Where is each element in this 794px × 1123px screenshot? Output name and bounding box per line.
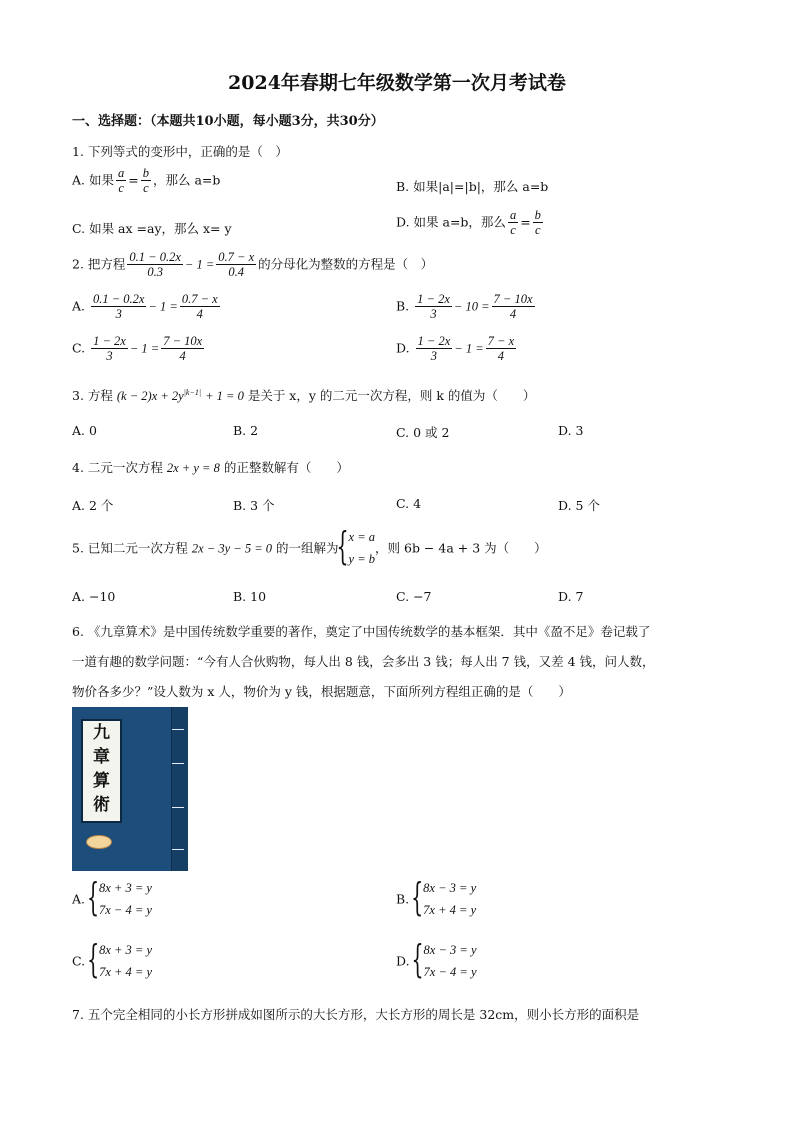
book-stitch — [172, 763, 184, 764]
book-title-char: 章 — [93, 747, 110, 767]
book-title-char: 算 — [93, 771, 110, 791]
section-heading: 一、选择题：（本题共10小题，每小题3分，共30分） — [72, 114, 384, 129]
question-7-line-1: 7. 五个完全相同的小长方形拼成如图所示的大长方形，大长方形的周长是 32cm，则小长方形的面积是 — [72, 1007, 640, 1022]
q4-option-c: C. 4 — [396, 496, 422, 511]
book-stitch — [172, 807, 184, 808]
q5-option-a: A. −10 — [72, 589, 116, 604]
q1-d-fraction-left: $\frac{a}{c}$ — [509, 208, 517, 238]
q1-a-fraction-right: $\frac{b}{c}$ — [142, 166, 149, 196]
q1-d-fraction-right: $\frac{b}{c}$ — [534, 208, 541, 238]
q1-option-a: A. 如果 $\frac{a}{c}$ = $\frac{b}{c}$ ，那么 a=b — [72, 166, 221, 196]
book-title-label — [81, 719, 122, 823]
q2-option-d: D. $\frac{1 - 2x}{3}$ − 1 = $\frac{7 - x}{4}$ — [396, 334, 515, 364]
q1-option-c: C. 如果 ax =ay，那么 x= y — [72, 221, 232, 236]
question-3-stem: 3. 方程 $(k - 2)x + 2y^{|k-1|} + 1 = 0$ 是关于 x，y 的二元一次方程，则 k 的值为（ ） — [72, 387, 536, 403]
q6-option-d: D. { 8x − 3 = y 7x − 4 = y — [396, 940, 477, 984]
q4-option-b: B. 3 个 — [233, 498, 275, 513]
book-title-char: 術 — [93, 795, 110, 815]
q2-option-a: A. $\frac{0.1 - 0.2x}{3}$ − 1 = $\frac{0.7 - x}{4}$ — [72, 292, 218, 322]
question-5-stem: 5. 已知二元一次方程 2x − 3y − 5 = 0 的一组解为 { x = a y = b ，则 6b − 4a + 3 为（ ） — [72, 527, 547, 571]
q5-option-c: C. −7 — [396, 589, 432, 604]
book-seal — [86, 835, 112, 849]
q5-option-d: D. 7 — [558, 589, 584, 604]
q3-option-b: B. 2 — [233, 423, 259, 438]
q3-option-a: A. 0 — [72, 423, 97, 438]
q2-option-b: B. $\frac{1 - 2x}{3}$ − 10 = $\frac{7 - 10x}{4}$ — [396, 292, 533, 322]
q5-option-b: B. 10 — [233, 589, 267, 604]
q6-option-c: C. { 8x + 3 = y 7x + 4 = y — [72, 940, 152, 984]
q3-option-d: D. 3 — [558, 423, 584, 438]
jiuzhang-suanshu-book-image — [72, 707, 188, 871]
q3-option-c: C. 0 或 2 — [396, 425, 450, 440]
q6-option-b: B. { 8x − 3 = y 7x + 4 = y — [396, 878, 476, 922]
q4-option-a: A. 2 个 — [72, 498, 114, 513]
question-4-stem: 4. 二元一次方程 2x + y = 8 的正整数解有（ ） — [72, 460, 349, 475]
question-6-line-2: 一道有趣的数学问题：“今有人合伙购物，每人出 8 钱，会多出 3 钱；每人出 7 钱，又差 4 钱，问人数， — [72, 654, 655, 669]
q1-a-prefix: A. 如果 — [72, 172, 114, 188]
book-spine — [171, 707, 188, 871]
page-title: 2024年春期七年级数学第一次月考试卷 — [228, 72, 566, 94]
book-stitch — [172, 849, 184, 850]
question-1-stem: 1. 下列等式的变形中，正确的是（ ） — [72, 144, 288, 159]
question-6-line-3: 物价各多少？”设人数为 x 人，物价为 y 钱，根据题意，下面所列方程组正确的是（ ） — [72, 684, 571, 699]
q5-system: { x = a y = b — [339, 527, 375, 571]
q1-a-fraction-left: $\frac{a}{c}$ — [117, 166, 125, 196]
q1-option-d: D. 如果 a=b，那么 $\frac{a}{c}$ = $\frac{b}{c}$ — [396, 208, 541, 238]
question-2-stem: 2. 把方程 $\frac{0.1 - 0.2x}{0.3}$ − 1 = $\frac{0.7 - x}{0.4}$ 的分母化为整数的方程是（ ） — [72, 250, 434, 280]
q4-option-d: D. 5 个 — [558, 498, 600, 513]
q2-option-c: C. $\frac{1 - 2x}{3}$ − 1 = $\frac{7 - 10x}{4}$ — [72, 334, 203, 364]
book-stitch — [172, 729, 184, 730]
book-title-char: 九 — [93, 723, 110, 743]
q6-option-a: A. { 8x + 3 = y 7x − 4 = y — [72, 878, 152, 922]
q1-option-b: B. 如果|a|=|b|，那么 a=b — [396, 179, 549, 194]
question-6-line-1: 6. 《九章算术》是中国传统数学重要的著作，奠定了中国传统数学的基本框架．其中《盈不足》卷记载了 — [72, 624, 651, 639]
